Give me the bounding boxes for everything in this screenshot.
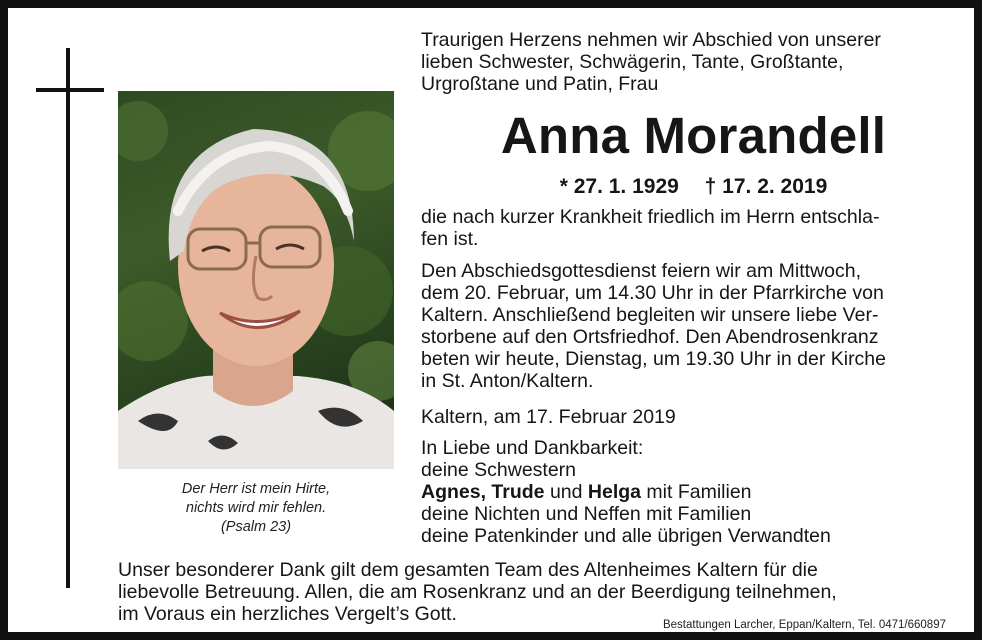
intro-line: Urgroßtane und Patin, Frau [421,73,659,95]
service-line: beten wir heute, Dienstag, um 19.30 Uhr in der Kirche [421,348,887,370]
service-text [421,260,966,392]
service-line: storbene auf den Ortsfriedhof. Den Abendrosenkranz [421,326,879,348]
place-date: Kaltern, am 17. Februar 2019 [421,406,676,428]
mourners-line: deine Nichten und Neffen mit Familien [421,503,752,525]
intro-line: Traurigen Herzens nehmen wir Abschied von unserer [421,29,881,51]
sister-names: Agnes, Trude [421,481,545,503]
psalm-line: nichts wird mir fehlen. [185,500,327,516]
mourners-list [421,437,966,547]
portrait-photo [118,91,394,469]
death-date: † 17. 2. 2019 [704,175,828,198]
mourners-sisters [421,481,966,503]
service-line: dem 20. Februar, um 14.30 Uhr in der Pfarrkirche von [421,282,884,304]
mourners-line: deine Patenkinder und alle übrigen Verwandten [421,525,831,547]
intro-line: lieben Schwester, Schwägerin, Tante, Großtante, [421,51,844,73]
thanks-text [118,559,966,625]
psalm-line: Der Herr ist mein Hirte, [181,481,331,497]
service-line: Den Abschiedsgottesdienst feiern wir am Mittwoch, [421,260,862,282]
undertaker-credit: Bestattungen Larcher, Eppan/Kaltern, Tel. 0471/660897 [662,619,946,631]
psalm-quote [118,480,394,537]
cross-icon-bar [36,88,104,92]
thanks-line: Unser besonderer Dank gilt dem gesamten Team des Altenheimes Kaltern für die [118,559,818,581]
sister-name: Helga [587,481,642,503]
deceased-name: Anna Morandell [500,107,887,164]
birth-date: * 27. 1. 1929 [559,175,679,198]
portrait-illustration [118,91,394,469]
thanks-line: im Voraus ein herzliches Vergelt’s Gott. [118,603,457,625]
life-dates [421,174,966,200]
intro-text [421,29,966,95]
psalm-reference: (Psalm 23) [220,519,292,535]
mourners-line: deine Schwestern [421,459,577,481]
passing-line: die nach kurzer Krankheit friedlich im Herrn entschla- [421,206,880,228]
family-suffix: mit Familien [641,481,752,503]
mourners-line: In Liebe und Dankbarkeit: [421,437,644,459]
service-line: in St. Anton/Kaltern. [421,370,594,392]
passing-line: fen ist. [421,228,479,250]
thanks-line: liebevolle Betreuung. Allen, die am Rosenkranz und an der Beerdigung teilnehmen, [118,581,837,603]
cross-icon [66,48,70,588]
service-line: Kaltern. Anschließend begleiten wir unsere liebe Ver- [421,304,879,326]
joiner-text: und [544,481,588,503]
passing-text [421,206,966,250]
